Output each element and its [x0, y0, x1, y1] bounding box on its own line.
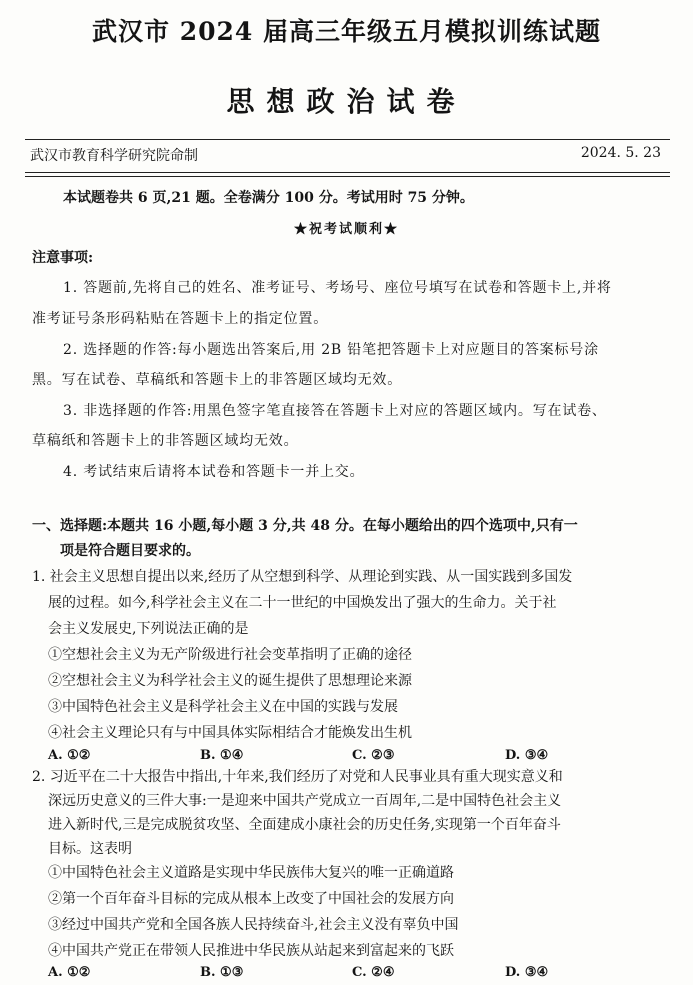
question-1-stem-line-3: 会主义发展史,下列说法正确的是 — [48, 621, 249, 637]
header-top-rule — [25, 139, 670, 140]
question-2-choice-a: A. ①② — [48, 965, 91, 980]
question-2-choice-c: C. ②④ — [352, 965, 395, 980]
exam-info: 本试题卷共 6 页,21 题。全卷满分 100 分。考试用时 75 分钟。 — [63, 190, 474, 206]
question-1-statement-4: ④社会主义理论只有与中国具体实际相结合才能焕发出生机 — [48, 725, 412, 741]
note-2-line-1: 2. 选择题的作答:每小题选出答案后,用 2B 铅笔把答题卡上对应题目的答案标号涂 — [63, 342, 599, 358]
question-1-choice-a: A. ①② — [48, 748, 91, 763]
header-bottom-rule — [25, 172, 670, 173]
question-2-statement-4: ④中国共产党正在带领人民推进中华民族从站起来到富起来的飞跃 — [48, 943, 454, 959]
question-2-stem-line-3: 进入新时代,三是完成脱贫攻坚、全面建成小康社会的历史任务,实现第一个百年奋斗 — [48, 817, 561, 833]
question-2-statement-1: ①中国特色社会主义道路是实现中华民族伟大复兴的唯一正确道路 — [48, 865, 454, 881]
question-1-choice-d: D. ③④ — [505, 748, 549, 763]
question-1-statement-2: ②空想社会主义为科学社会主义的诞生提供了思想理论来源 — [48, 673, 412, 689]
exam-subject-title: 思想政治试卷 — [226, 85, 467, 118]
question-1-stem-line-1: 1. 社会主义思想自提出以来,经历了从空想到科学、从理论到实践、从一国实践到多国发 — [32, 569, 573, 585]
question-2-stem-line-4: 目标。这表明 — [48, 841, 132, 857]
question-1-choice-b: B. ①④ — [200, 748, 244, 763]
note-2-line-2: 黑。写在试卷、草稿纸和答题卡上的非答题区域均无效。 — [32, 372, 402, 388]
section-1-heading-cont: 项是符合题目要求的。 — [60, 543, 200, 559]
header-bottom-rule-thin — [25, 176, 670, 177]
good-luck-banner: ★祝考试顺利★ — [293, 222, 399, 237]
question-2-statement-2: ②第一个百年奋斗目标的完成从根本上改变了中国社会的发展方向 — [48, 891, 454, 907]
question-2-choice-d: D. ③④ — [505, 965, 549, 980]
question-1-statement-1: ①空想社会主义为无产阶级进行社会变革指明了正确的途径 — [48, 647, 412, 663]
question-1-choice-c: C. ②③ — [352, 748, 395, 763]
notes-heading: 注意事项: — [32, 250, 94, 266]
note-1-line-1: 1. 答题前,先将自己的姓名、准考证号、考场号、座位号填写在试卷和答题卡上,并将 — [63, 280, 612, 296]
section-1-heading: 一、选择题:本题共 16 小题,每小题 3 分,共 48 分。在每小题给出的四个选项中,只有一 — [32, 518, 578, 534]
question-1-stem-line-2: 展的过程。如今,科学社会主义在二十一世纪的中国焕发出了强大的生命力。关于社 — [48, 595, 557, 611]
question-2-statement-3: ③经过中国共产党和全国各族人民持续奋斗,社会主义没有辜负中国 — [48, 917, 459, 933]
exam-title: 武汉市 2024 届高三年级五月模拟训练试题 — [92, 17, 601, 46]
note-4: 4. 考试结束后请将本试卷和答题卡一并上交。 — [63, 464, 365, 480]
question-2-choice-b: B. ①③ — [200, 965, 244, 980]
note-1-line-2: 准考证号条形码粘贴在答题卡上的指定位置。 — [32, 311, 328, 327]
note-3-line-2: 草稿纸和答题卡上的非答题区域均无效。 — [32, 433, 299, 449]
question-2-stem-line-1: 2. 习近平在二十大报告中指出,十年来,我们经历了对党和人民事业具有重大现实意义和 — [32, 769, 563, 785]
exam-date: 2024. 5. 23 — [580, 145, 661, 161]
question-2-stem-line-2: 深远历史意义的三件大事:一是迎来中国共产党成立一百周年,二是中国特色社会主义 — [48, 793, 562, 809]
question-1-statement-3: ③中国特色社会主义是科学社会主义在中国的实践与发展 — [48, 699, 398, 715]
note-3-line-1: 3. 非选择题的作答:用黑色签字笔直接答在答题卡上对应的答题区域内。写在试卷、 — [63, 403, 607, 419]
publisher: 武汉市教育科学研究院命制 — [30, 148, 198, 164]
